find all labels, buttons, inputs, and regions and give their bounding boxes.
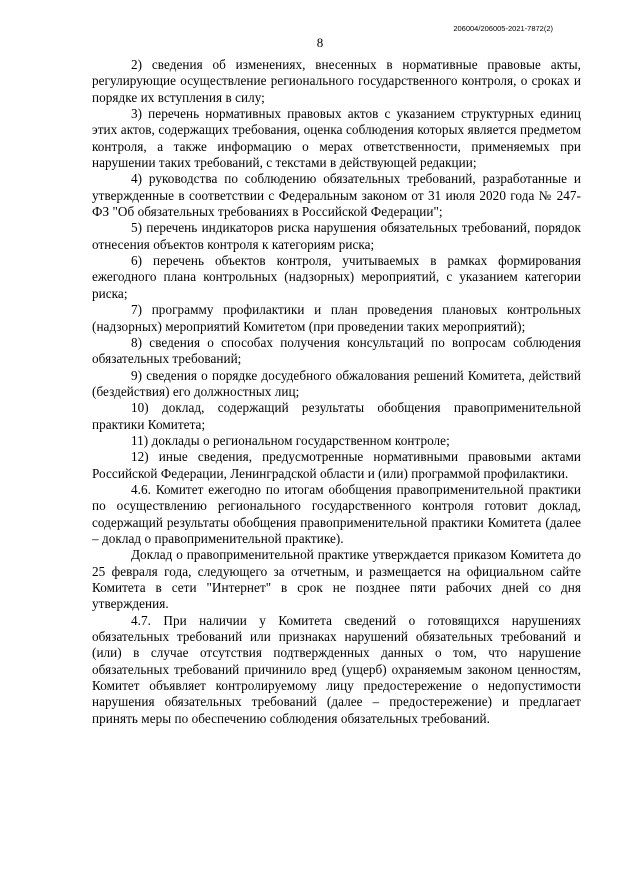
paragraph: 4.6. Комитет ежегодно по итогам обобщения правоприменительной практики по осуществлению регионального государственного контроля готовит доклад, содержащий результаты обобщения правоприменительной практики Комитета (далее – доклад о правоприменительной практике). (92, 481, 581, 546)
paragraph: 4) руководства по соблюдению обязательных требований, разработанные и утвержденные в соответствии с Федеральным законом от 31 июля 2020 года № 247-ФЗ "Об обязательных требованиях в Российской Федерации"; (92, 171, 581, 220)
paragraph: 10) доклад, содержащий результаты обобщения правоприменительной практики Комитета; (92, 400, 581, 432)
paragraph: 12) иные сведения, предусмотренные нормативными правовыми актами Российской Федерации, Ленинградской области и (или) программой профилактики. (92, 449, 581, 481)
paragraph: 9) сведения о порядке досудебного обжалования решений Комитета, действий (бездействия) его должностных лиц; (92, 367, 581, 399)
paragraph: 3) перечень нормативных правовых актов с указанием структурных единиц этих актов, содержащих требования, оценка соблюдения которых является предметом контроля, а также информацию о мерах ответственности, применяемых при нарушении таких требований, с текстами в действующей редакции; (92, 106, 581, 171)
paragraph: 6) перечень объектов контроля, учитываемых в рамках формирования ежегодного плана контрольных (надзорных) мероприятий, с указанием категории риска; (92, 253, 581, 301)
paragraph: 8) сведения о способах получения консультаций по вопросам соблюдения обязательных требований; (92, 334, 581, 367)
paragraph: 5) перечень индикаторов риска нарушения обязательных требований, порядок отнесения объектов контроля к категориям риска; (92, 220, 581, 252)
paragraph: 11) доклады о региональном государственном контроле; (131, 432, 450, 448)
page-number: 8 (316, 35, 324, 50)
document-body (92, 57, 581, 727)
document-id: 206004/206005-2021-7872(2) (453, 24, 553, 33)
paragraph: 2) сведения об изменениях, внесенных в нормативные правовые акты, регулирующие осуществление регионального государственного контроля, о сроках и порядке их вступления в силу; (92, 57, 581, 105)
paragraph: 7) программу профилактики и план проведения плановых контрольных (надзорных) мероприятий Комитетом (при проведении таких мероприятий); (92, 302, 581, 334)
paragraph: Доклад о правоприменительной практике утверждается приказом Комитета до 25 февраля года, следующего за отчетным, и размещается на официальном сайте Комитета в сети "Интернет" в срок не позднее пяти рабочих дней со дня утверждения. (92, 547, 581, 612)
paragraph: 4.7. При наличии у Комитета сведений о готовящихся нарушениях обязательных требований или признаках нарушений обязательных требований и (или) в случае отсутствия подтвержденных данных о том, что нарушение обязательных требований причинило вред (ущерб) охраняемым законом ценностям, Комитет объявляет контролируемому лицу предостережение о недопустимости нарушения обязательных требований (далее – предостережение) и предлагает принять меры по обеспечению соблюдения обязательных требований. (92, 612, 581, 726)
